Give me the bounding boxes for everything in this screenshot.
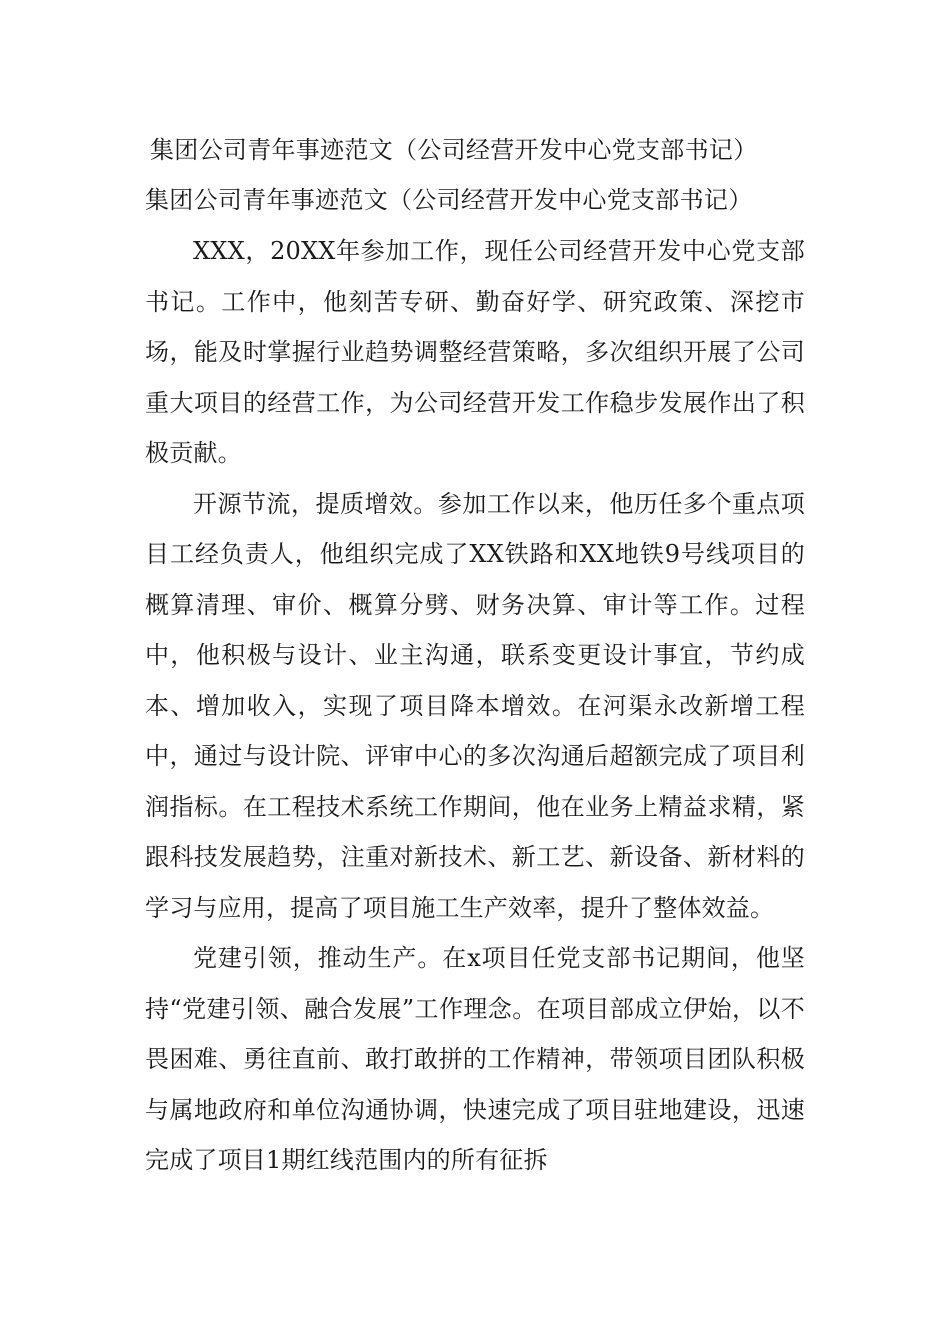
document-title-secondary: 集团公司青年事迹范文（公司经营开发中心党支部书记） (145, 186, 753, 214)
document-title-primary: 集团公司青年事迹范文（公司经营开发中心党支部书记） (150, 136, 758, 164)
document-body (145, 226, 805, 1186)
paragraph-party-building: 党建引领，推动生产。在x项目任党支部书记期间，他坚持“党建引领、融合发展”工作理念。在项目部成立伊始，以不畏困难、勇往直前、敢打敢拼的工作精神，带领项目团队积极与属地政府和单位沟通协调，快速完成了项目驻地建设，迅速完成了项目1期红线范围内的所有征拆 (145, 944, 805, 1174)
paragraph-intro: XXX，20XX年参加工作，现任公司经营开发中心党支部书记。工作中，他刻苦专研、勤奋好学、研究政策、深挖市场，能及时掌握行业趋势调整经营策略，多次组织开展了公司重大项目的经营工作，为公司经营开发工作稳步发展作出了积极贡献。 (145, 237, 805, 467)
paragraph-cost-efficiency: 开源节流，提质增效。参加工作以来，他历任多个重点项目工经负责人，他组织完成了XX铁路和XX地铁9号线项目的概算清理、审价、概算分劈、财务决算、审计等工作。过程中，他积极与设计、业主沟通，联系变更设计事宜，节约成本、增加收入，实现了项目降本增效。在河渠永改新增工程中，通过与设计院、评审中心的多次沟通后超额完成了项目利润指标。在工程技术系统工作期间，他在业务上精益求精，紧跟科技发展趋势，注重对新技术、新工艺、新设备、新材料的学习与应用，提高了项目施工生产效率，提升了整体效益。 (145, 489, 805, 922)
